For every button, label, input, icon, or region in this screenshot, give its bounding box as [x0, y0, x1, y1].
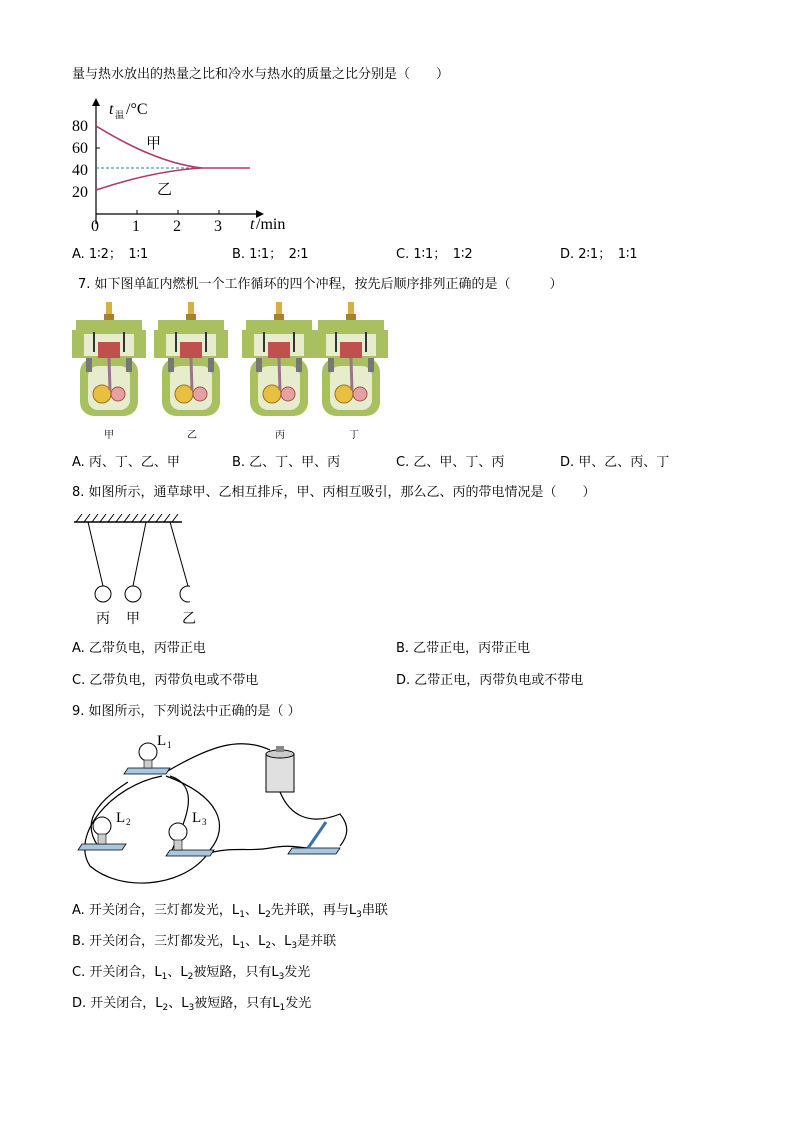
- y-label-t: t: [109, 101, 114, 118]
- x-label-t: t: [250, 216, 255, 233]
- label-l1-sub: 1: [167, 740, 172, 750]
- l2-bulb: [93, 817, 111, 835]
- label-yi: 乙: [157, 180, 173, 198]
- q8-option-c[interactable]: C. 乙带负电，丙带负电或不带电: [72, 673, 259, 688]
- y-tick-80: 80: [72, 118, 88, 135]
- l1-base: [124, 768, 170, 774]
- q7-option-a[interactable]: A. 丙、丁、乙、甲: [72, 455, 180, 470]
- ball-label-jia: 甲: [126, 611, 140, 627]
- q8-stem: 8. 如图所示，通草球甲、乙相互排斥，甲、丙相互吸引，那么乙、丙的带电情况是（ ）: [72, 485, 596, 500]
- battery: [266, 754, 294, 792]
- y-tick-60: 60: [72, 140, 88, 157]
- q9-stem: 9. 如图所示，下列说法中正确的是（ ）: [72, 704, 301, 719]
- label-l3: L: [192, 810, 202, 826]
- l1-bulb: [139, 743, 157, 761]
- q9-option-c[interactable]: C. 开关闭合，$L_1$、$L_2$被短路，只有$L_3$发光: [72, 965, 311, 982]
- engine-label-bing: 丙: [275, 430, 285, 441]
- l3-base: [166, 850, 214, 856]
- cold-water-curve: [96, 168, 202, 190]
- x-tick-3: 3: [214, 218, 222, 235]
- q7-stem: 7. 如下图单缸内燃机一个工作循环的四个冲程，按先后顺序排列正确的是（ ）: [78, 277, 563, 292]
- ball-jia: [125, 586, 141, 602]
- switch-base: [288, 848, 340, 854]
- q7-option-d[interactable]: D. 甲、乙、丙、丁: [560, 455, 670, 470]
- engine-label-jia: 甲: [104, 430, 114, 441]
- x-tick-0: 0: [91, 218, 99, 235]
- ball-label-bing: 丙: [96, 611, 110, 627]
- y-label-unit: /°C: [126, 101, 148, 118]
- label-l3-sub: 3: [202, 817, 207, 827]
- y-tick-40: 40: [72, 162, 88, 179]
- q7-engine-figures: [70, 300, 400, 445]
- q9-option-d[interactable]: D. 开关闭合，$L_2$、$L_3$被短路，只有$L_1$发光: [72, 996, 312, 1013]
- q6-option-b[interactable]: B. 1∶1； 2∶1: [232, 247, 309, 262]
- y-tick-20: 20: [72, 184, 88, 201]
- y-label-sub: 温: [115, 111, 125, 121]
- engine-bing: [242, 302, 316, 416]
- ball-yi: [180, 586, 190, 602]
- switch-lever: [308, 822, 326, 848]
- x-tick-2: 2: [173, 218, 181, 235]
- engine-ding: [314, 302, 388, 416]
- engine-yi: [154, 302, 228, 416]
- x-tick-1: 1: [132, 218, 140, 235]
- q9-option-b[interactable]: B. 开关闭合，三灯都发光，$L_1$、$L_2$、$L_3$是并联: [72, 934, 337, 951]
- engine-jia: [72, 302, 146, 416]
- q6-temperature-chart: [62, 96, 302, 236]
- q7-option-b[interactable]: B. 乙、丁、甲、丙: [232, 455, 341, 470]
- engine-label-yi: 乙: [187, 430, 197, 441]
- q6-option-a[interactable]: A. 1∶2； 1∶1: [72, 247, 149, 262]
- label-l2-sub: 2: [126, 817, 131, 827]
- q6-option-d[interactable]: D. 2∶1； 1∶1: [560, 247, 638, 262]
- label-jia: 甲: [146, 134, 162, 152]
- y-axis-arrow: [92, 98, 100, 106]
- q7-option-c[interactable]: C. 乙、甲、丁、丙: [396, 455, 505, 470]
- engine-label-ding: 丁: [349, 430, 359, 441]
- l2-base: [78, 844, 126, 850]
- q6-stem-continuation: 量与热水放出的热量之比和冷水与热水的质量之比分别是（ ）: [72, 67, 450, 82]
- hot-water-curve: [96, 126, 250, 168]
- label-l2: L: [116, 810, 126, 826]
- q8-option-a[interactable]: A. 乙带负电，丙带正电: [72, 641, 206, 656]
- q9-circuit-figure: [70, 726, 360, 892]
- q8-option-d[interactable]: D. 乙带正电，丙带负电或不带电: [396, 673, 584, 688]
- label-l1: L: [157, 733, 167, 749]
- q8-option-b[interactable]: B. 乙带正电，丙带正电: [396, 641, 531, 656]
- x-label-unit: /min: [256, 216, 286, 233]
- ball-bing: [95, 586, 111, 602]
- l3-bulb: [169, 823, 187, 841]
- q6-option-c[interactable]: C. 1∶1； 1∶2: [396, 247, 473, 262]
- ball-label-yi: 乙: [182, 611, 196, 627]
- q9-option-a[interactable]: A. 开关闭合，三灯都发光，$L_1$、$L_2$先并联，再与$L_3$串联: [72, 903, 388, 920]
